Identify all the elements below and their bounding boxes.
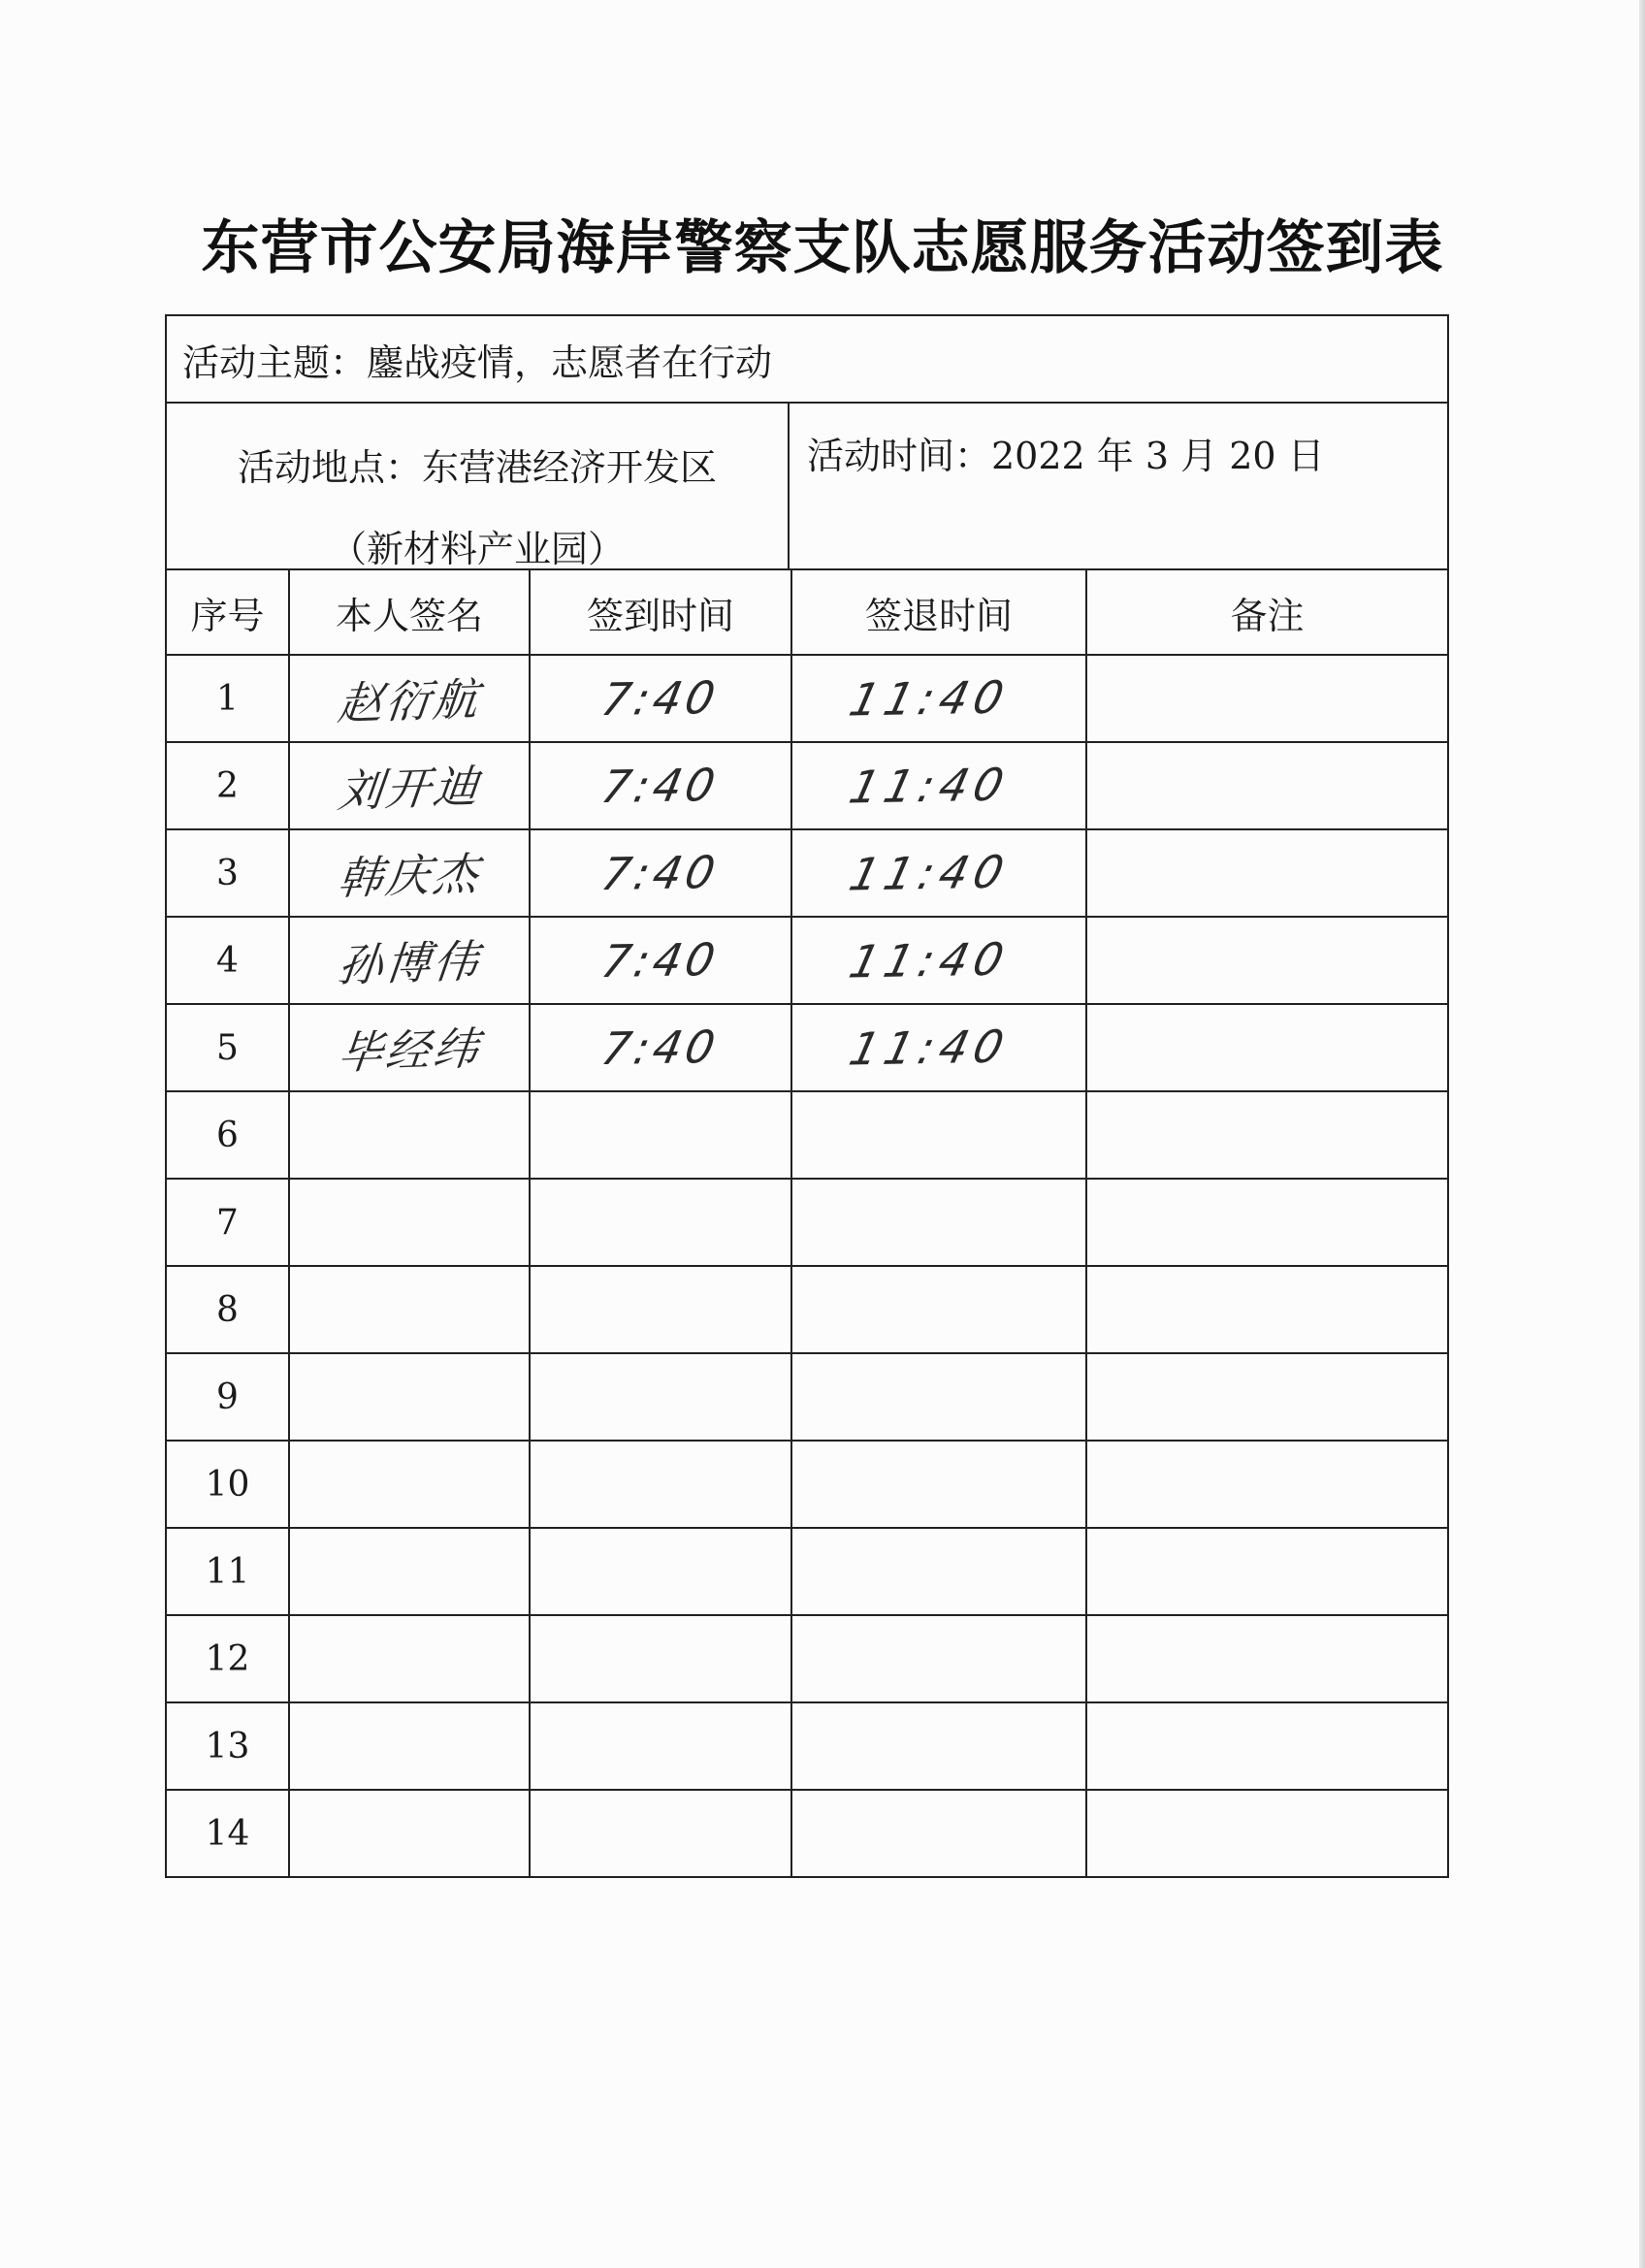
column-header-index: 序号 bbox=[167, 570, 289, 655]
row-sign-in-time bbox=[530, 655, 791, 742]
row-remarks bbox=[1086, 1091, 1447, 1179]
row-sign-out-time bbox=[791, 1615, 1086, 1702]
row-index: 6 bbox=[167, 1091, 289, 1179]
table-row bbox=[167, 1091, 1447, 1179]
row-sign-out-time-handwriting: 11:40 bbox=[844, 932, 1015, 988]
row-sign-out-time bbox=[791, 917, 1086, 1004]
row-signature bbox=[289, 1004, 530, 1091]
row-index: 7 bbox=[167, 1179, 289, 1266]
row-signature-handwriting: 刘开迪 bbox=[335, 760, 483, 818]
row-index: 5 bbox=[167, 1004, 289, 1091]
table-row bbox=[167, 829, 1447, 917]
table-row bbox=[167, 742, 1447, 829]
row-sign-in-time bbox=[530, 1615, 791, 1702]
activity-location bbox=[167, 404, 790, 568]
row-sign-out-time bbox=[791, 742, 1086, 829]
row-index: 13 bbox=[167, 1702, 289, 1790]
row-remarks bbox=[1086, 1266, 1447, 1353]
row-index: 10 bbox=[167, 1441, 289, 1528]
table-row bbox=[167, 1790, 1447, 1876]
table-row bbox=[167, 1004, 1447, 1091]
row-sign-out-time bbox=[791, 1441, 1086, 1528]
activity-theme: 活动主题：鏖战疫情，志愿者在行动 bbox=[167, 316, 1447, 404]
scan-edge bbox=[1639, 0, 1645, 2268]
row-sign-out-time-handwriting: 11:40 bbox=[844, 845, 1015, 901]
row-remarks bbox=[1086, 1702, 1447, 1790]
table-row bbox=[167, 1179, 1447, 1266]
row-remarks bbox=[1086, 1441, 1447, 1528]
row-sign-out-time bbox=[791, 1353, 1086, 1441]
row-sign-in-time bbox=[530, 1091, 791, 1179]
row-signature-handwriting: 韩庆杰 bbox=[335, 847, 483, 905]
row-index: 11 bbox=[167, 1528, 289, 1615]
row-index: 14 bbox=[167, 1790, 289, 1876]
row-sign-out-time bbox=[791, 1790, 1086, 1876]
row-sign-in-time bbox=[530, 1266, 791, 1353]
row-sign-in-time bbox=[530, 742, 791, 829]
row-sign-in-time-handwriting: 7:40 bbox=[597, 1020, 724, 1076]
row-signature-handwriting: 赵衍航 bbox=[335, 672, 483, 730]
row-remarks bbox=[1086, 1528, 1447, 1615]
row-signature bbox=[289, 829, 530, 917]
row-signature bbox=[289, 1441, 530, 1528]
table-row bbox=[167, 917, 1447, 1004]
row-remarks bbox=[1086, 742, 1447, 829]
row-sign-out-time bbox=[791, 1004, 1086, 1091]
row-sign-in-time bbox=[530, 1702, 791, 1790]
row-sign-in-time-handwriting: 7:40 bbox=[597, 932, 724, 988]
row-remarks bbox=[1086, 829, 1447, 917]
table-row bbox=[167, 655, 1447, 742]
row-signature bbox=[289, 1353, 530, 1441]
row-remarks bbox=[1086, 1790, 1447, 1876]
row-signature bbox=[289, 1266, 530, 1353]
row-sign-out-time-handwriting: 11:40 bbox=[844, 670, 1015, 727]
table-row bbox=[167, 1353, 1447, 1441]
row-index: 2 bbox=[167, 742, 289, 829]
row-index: 4 bbox=[167, 917, 289, 1004]
activity-info-row bbox=[167, 404, 1447, 570]
row-sign-out-time bbox=[791, 1179, 1086, 1266]
row-signature bbox=[289, 742, 530, 829]
row-index: 12 bbox=[167, 1615, 289, 1702]
row-signature bbox=[289, 1179, 530, 1266]
sign-in-sheet bbox=[165, 314, 1449, 1878]
row-index: 3 bbox=[167, 829, 289, 917]
row-signature-handwriting: 孙博伟 bbox=[335, 934, 483, 992]
activity-time: 活动时间：2022 年 3 月 20 日 bbox=[807, 435, 1325, 477]
row-signature bbox=[289, 655, 530, 742]
row-sign-in-time bbox=[530, 1004, 791, 1091]
row-sign-in-time bbox=[530, 1790, 791, 1876]
attendance-table bbox=[167, 570, 1447, 1876]
row-sign-out-time bbox=[791, 1091, 1086, 1179]
column-header-signature: 本人签名 bbox=[289, 570, 530, 655]
row-remarks bbox=[1086, 917, 1447, 1004]
row-sign-out-time-handwriting: 11:40 bbox=[844, 1020, 1015, 1076]
row-sign-in-time bbox=[530, 917, 791, 1004]
row-remarks bbox=[1086, 655, 1447, 742]
row-sign-in-time-handwriting: 7:40 bbox=[597, 845, 724, 901]
row-signature bbox=[289, 1091, 530, 1179]
column-header-sign-out-time: 签退时间 bbox=[791, 570, 1086, 655]
row-index: 9 bbox=[167, 1353, 289, 1441]
row-sign-out-time-handwriting: 11:40 bbox=[844, 758, 1015, 814]
column-header-remarks: 备注 bbox=[1086, 570, 1447, 655]
row-signature bbox=[289, 1528, 530, 1615]
table-row bbox=[167, 1615, 1447, 1702]
row-sign-out-time bbox=[791, 829, 1086, 917]
row-sign-out-time bbox=[791, 655, 1086, 742]
document-title: 东营市公安局海岸警察支队志愿服务活动签到表 bbox=[201, 214, 1444, 282]
row-remarks bbox=[1086, 1179, 1447, 1266]
row-remarks bbox=[1086, 1615, 1447, 1702]
row-sign-in-time bbox=[530, 1179, 791, 1266]
activity-location-line2: （新材料产业园） bbox=[329, 528, 625, 570]
row-sign-out-time bbox=[791, 1528, 1086, 1615]
row-sign-in-time-handwriting: 7:40 bbox=[597, 670, 724, 727]
column-header-sign-in-time: 签到时间 bbox=[530, 570, 791, 655]
row-remarks bbox=[1086, 1353, 1447, 1441]
row-sign-in-time bbox=[530, 829, 791, 917]
row-index: 1 bbox=[167, 655, 289, 742]
table-row bbox=[167, 1266, 1447, 1353]
row-index: 8 bbox=[167, 1266, 289, 1353]
row-signature-handwriting: 毕经纬 bbox=[335, 1021, 483, 1080]
table-row bbox=[167, 1441, 1447, 1528]
row-sign-in-time bbox=[530, 1441, 791, 1528]
row-signature bbox=[289, 1615, 530, 1702]
row-sign-in-time-handwriting: 7:40 bbox=[597, 758, 724, 814]
row-signature bbox=[289, 1790, 530, 1876]
row-sign-out-time bbox=[791, 1266, 1086, 1353]
row-remarks bbox=[1086, 1004, 1447, 1091]
row-sign-out-time bbox=[791, 1702, 1086, 1790]
table-row bbox=[167, 1528, 1447, 1615]
row-sign-in-time bbox=[530, 1353, 791, 1441]
row-signature bbox=[289, 917, 530, 1004]
table-row bbox=[167, 1702, 1447, 1790]
activity-location-line1: 活动地点：东营港经济开发区 bbox=[237, 446, 717, 489]
row-sign-in-time bbox=[530, 1528, 791, 1615]
row-signature bbox=[289, 1702, 530, 1790]
